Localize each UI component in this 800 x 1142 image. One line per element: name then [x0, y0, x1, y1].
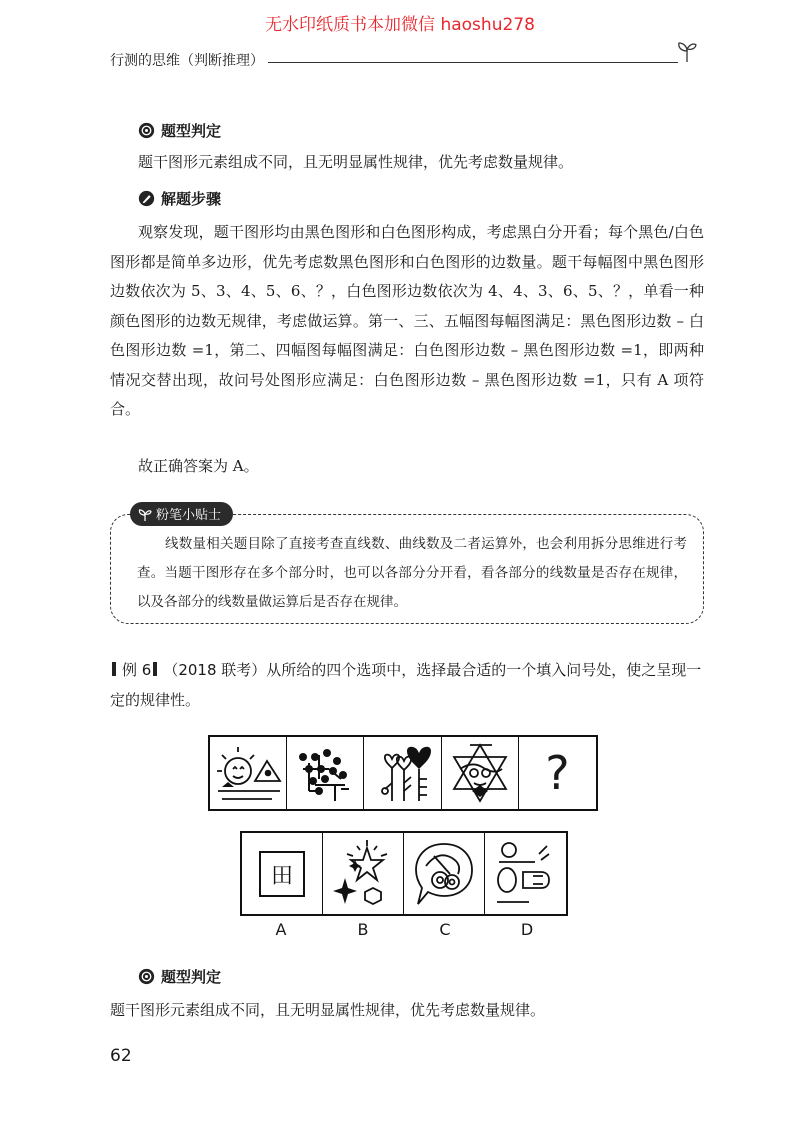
example-question [110, 655, 710, 715]
example-bar-right [153, 662, 157, 676]
section-heading-text: 题型判定 [161, 122, 222, 140]
option-c-figure[interactable] [404, 833, 485, 914]
tip-text: 线数量相关题目除了直接考查直线数、曲线数及二者运算外，也会利用拆分思维进行考查。当题干图形存在多个部分时，也可以各部分分开看，看各部分的线数量是否存在规律，以及各部分的线数量做运算后是否存在规律。 [137, 536, 687, 610]
figure-4-star-face [442, 737, 519, 809]
figure-1-sun-mountain [210, 737, 287, 809]
question-figure-row [208, 735, 598, 811]
gear-icon [138, 968, 155, 985]
option-b-figure[interactable] [323, 833, 404, 914]
gear-icon [138, 122, 155, 139]
option-d-label[interactable]: D [520, 920, 534, 939]
answer-line: 故正确答案为 A。 [138, 457, 259, 475]
example-bar-left [112, 662, 116, 676]
option-a-label[interactable]: A [275, 920, 287, 939]
tip-label-text: 粉笔小贴士 [156, 508, 222, 523]
section-text-type-2: 题干图形元素组成不同，且无明显属性规律，优先考虑数量规律。 [110, 1001, 546, 1019]
question-mark: ? [545, 746, 570, 800]
option-a-figure[interactable] [242, 833, 323, 914]
section-heading-steps [138, 188, 221, 209]
section-heading-text: 解题步骤 [161, 190, 222, 208]
watermark: 无水印纸质书本加微信 haoshu278 [265, 15, 535, 35]
example-label: 例 6 [122, 661, 152, 679]
page-number: 62 [110, 1046, 132, 1066]
figure-3-heart-balloons [364, 737, 441, 809]
solution-paragraph: 观察发现，题干图形均由黑色图形和白色图形构成，考虑黑白分开看；每个黑色/白色图形都是简单多边形，优先考虑数黑色图形和白色图形的边数量。题干每幅图中黑色图形边数依次为 5、3、4、5、6、？，白色图形边数依次为 4、4、3、6、5、？，单看一种颜色图形的边数无规律，考虑做运算。第一、三、五幅图每幅图满足：黑色图形边数 – 白色图形边数 =1，第二、四幅图每幅图满足：白色图形边数 – 黑色图形边数 =1，即两种情况交替出现，故问号处图形应满足：白色图形边数 – 黑色图形边数 =1，只有 A 项符合。 [110, 223, 704, 418]
sprout-icon [676, 38, 698, 62]
tip-label [130, 502, 233, 526]
option-b-label[interactable]: B [357, 920, 369, 939]
pencil-icon [138, 190, 155, 207]
header-rule [268, 62, 678, 63]
option-a-char: 田 [270, 863, 294, 889]
options-row [240, 831, 568, 916]
running-head: 行测的思维（判断推理） [110, 53, 264, 69]
example-text: （2018 联考）从所给的四个选项中，选择最合适的一个填入问号处，使之呈现一定的规律性。 [110, 661, 702, 709]
option-d-figure[interactable] [485, 833, 566, 914]
section-heading-type-2 [138, 966, 221, 987]
option-c-label[interactable]: C [439, 920, 451, 939]
figure-5-question [519, 737, 596, 809]
section-heading-type [138, 120, 221, 141]
section-text-type: 题干图形元素组成不同，且无明显属性规律，优先考虑数量规律。 [138, 153, 574, 171]
section-heading-text: 题型判定 [161, 968, 222, 986]
figure-2-dots-network [287, 737, 364, 809]
sprout-icon [138, 507, 152, 521]
